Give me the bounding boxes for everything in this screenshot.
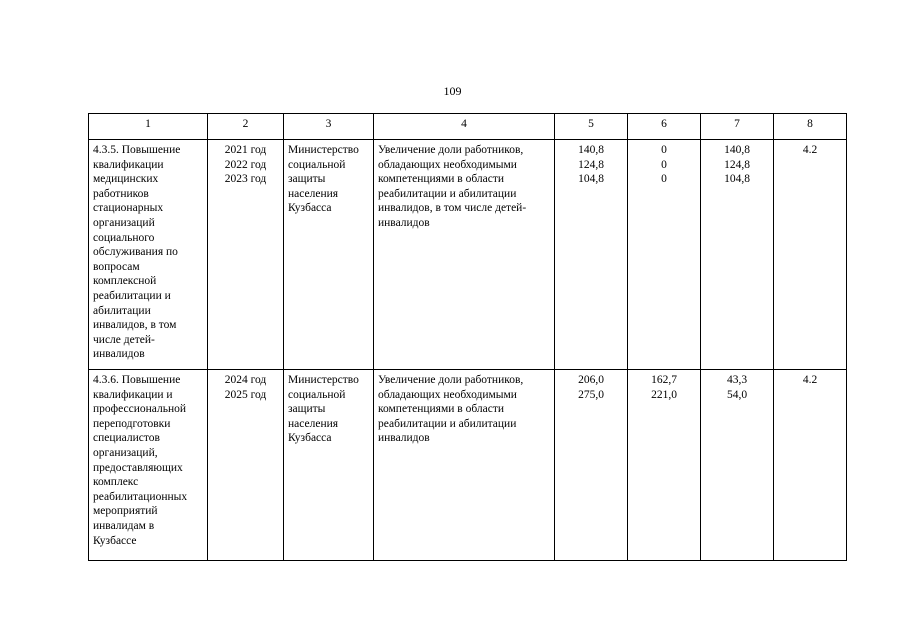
indicator-reference-cell: 4.2 — [774, 370, 847, 561]
numeric-value: 104,8 — [578, 173, 604, 186]
activity-name-cell — [89, 140, 208, 370]
numeric-value: 43,3 — [726, 374, 748, 386]
activity-name-line: абилитации — [93, 304, 151, 317]
executor-line: социальной — [288, 158, 346, 171]
column-7-cell — [701, 140, 774, 370]
executor-line: Кузбасса — [288, 202, 332, 215]
executor-line: Министерство — [288, 144, 359, 156]
column-header: 1 — [89, 114, 208, 140]
executor-line: населения — [288, 187, 339, 200]
activity-name-line: инвалидам в — [93, 519, 155, 532]
executor-line: защиты — [288, 173, 326, 186]
year-value: 2023 год — [224, 173, 267, 186]
expected-result-cell — [374, 370, 555, 561]
activity-name-line: организаций, — [93, 446, 158, 459]
expected-result-line: Увеличение доли работников, — [378, 144, 524, 156]
year-value: 2024 год — [224, 374, 267, 386]
activity-name-line: числе детей- — [93, 333, 155, 346]
activity-name-line: медицинских — [93, 173, 159, 186]
expected-result-line: обладающих необходимыми — [378, 158, 517, 171]
activity-name-line: работников — [93, 187, 149, 200]
executor-line: населения — [288, 417, 339, 430]
numeric-value: 221,0 — [651, 388, 677, 401]
table-row — [89, 140, 847, 370]
activity-name-line: инвалидов, в том — [93, 319, 177, 332]
activity-name-line: квалификации — [93, 158, 164, 171]
activity-name-line: комплекс — [93, 476, 139, 489]
activity-name-line: реабилитационных — [93, 490, 188, 503]
numeric-value: 0 — [661, 173, 667, 186]
numeric-value: 0 — [661, 158, 667, 171]
activity-name-line: организаций — [93, 216, 155, 229]
activity-name-line: обслуживания по — [93, 246, 178, 259]
numeric-value: 162,7 — [651, 374, 677, 386]
numeric-value: 140,8 — [724, 144, 750, 156]
activity-name-line: вопросам — [93, 260, 140, 273]
numeric-value: 275,0 — [578, 388, 604, 401]
activity-name-line: переподготовки — [93, 417, 171, 430]
table-header-row — [89, 114, 847, 140]
expected-result-line: инвалидов — [378, 432, 430, 445]
year-value: 2022 год — [224, 158, 267, 171]
expected-result-line: инвалидов — [378, 216, 430, 229]
executor-cell — [284, 370, 374, 561]
executor-line: Кузбасса — [288, 432, 332, 445]
table-row — [89, 370, 847, 561]
expected-result-line: обладающих необходимыми — [378, 388, 517, 401]
column-header: 8 — [774, 114, 847, 140]
expected-result-line: компетенциями в области — [378, 173, 505, 186]
executor-line: социальной — [288, 388, 346, 401]
activity-name-line: специалистов — [93, 432, 160, 445]
expected-result-line: инвалидов, в том числе детей- — [378, 202, 527, 215]
column-6-cell — [628, 370, 701, 561]
activity-name-line: квалификации и — [93, 388, 173, 401]
activity-name-line: Кузбассе — [93, 534, 137, 547]
column-header: 2 — [208, 114, 284, 140]
years-cell — [208, 140, 284, 370]
column-header: 4 — [374, 114, 555, 140]
numeric-value: 0 — [661, 144, 667, 156]
page-number: 109 — [443, 84, 462, 98]
executor-line: защиты — [288, 403, 326, 416]
activity-name-line: профессиональной — [93, 403, 187, 416]
activity-name-line: мероприятий — [93, 505, 158, 518]
activity-name-line: предоставляющих — [93, 461, 183, 474]
activity-name-line: реабилитации и — [93, 289, 171, 302]
column-header: 3 — [284, 114, 374, 140]
expected-result-line: реабилитации и абилитации — [378, 187, 517, 200]
indicator-reference-cell: 4.2 — [774, 140, 847, 370]
year-value: 2021 год — [224, 144, 267, 156]
activity-name-line: 4.3.6. Повышение — [93, 374, 181, 386]
numeric-value: 104,8 — [724, 173, 750, 186]
expected-result-line: Увеличение доли работников, — [378, 374, 524, 386]
numeric-value: 140,8 — [578, 144, 604, 156]
activity-name-line: стационарных — [93, 202, 164, 215]
column-6-cell — [628, 140, 701, 370]
expected-result-line: реабилитации и абилитации — [378, 417, 517, 430]
numeric-value: 206,0 — [578, 374, 604, 386]
years-cell — [208, 370, 284, 561]
program-activities-table — [88, 113, 847, 561]
year-value: 2025 год — [224, 388, 267, 401]
column-5-cell — [555, 370, 628, 561]
expected-result-line: компетенциями в области — [378, 403, 505, 416]
column-5-cell — [555, 140, 628, 370]
numeric-value: 54,0 — [726, 388, 748, 401]
activity-name-cell — [89, 370, 208, 561]
executor-cell — [284, 140, 374, 370]
column-header: 7 — [701, 114, 774, 140]
expected-result-cell — [374, 140, 555, 370]
executor-line: Министерство — [288, 374, 359, 386]
numeric-value: 124,8 — [724, 158, 750, 171]
activity-name-line: 4.3.5. Повышение — [93, 144, 181, 156]
column-header: 5 — [555, 114, 628, 140]
activity-name-line: инвалидов — [93, 348, 145, 361]
activity-name-line: комплексной — [93, 275, 157, 288]
column-header: 6 — [628, 114, 701, 140]
column-7-cell — [701, 370, 774, 561]
activity-name-line: социального — [93, 231, 155, 244]
numeric-value: 124,8 — [578, 158, 604, 171]
